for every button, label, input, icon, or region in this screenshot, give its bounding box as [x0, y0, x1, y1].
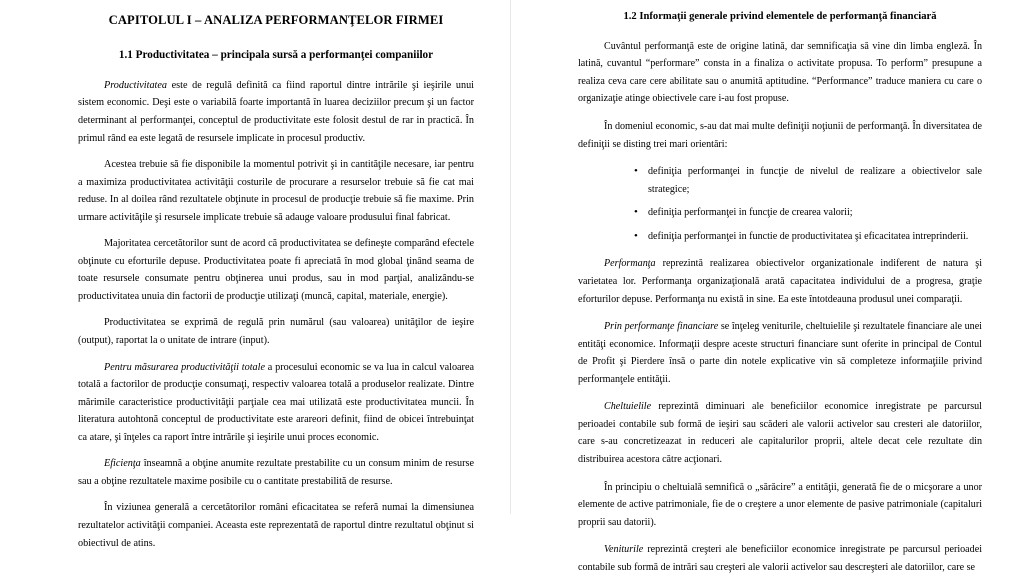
paragraph [578, 479, 982, 532]
paragraph-lead-italic: Performanţa [604, 258, 656, 270]
section-title-1-1: 1.1 Productivitatea – principala sursă a performanţei companiilor [118, 49, 434, 62]
paragraph-text: reprezintă realizarea obiectivelor organizationale indiferent de natura şi varietatea lor. Performanţa organizaţională arată capacitatea individului de a progresa, graţie eforturilor depuse. Performanţa nu există in sine. Ea este întotdeauna produsul unei comparaţii. [578, 258, 982, 305]
list-item: • definiţia performanţei in funcţie de nivelul de realizare a obiectivelor sale strategice; [634, 163, 982, 198]
page-right [512, 0, 1024, 573]
paragraph-lead-italic: Veniturile [604, 544, 644, 556]
paragraph [78, 314, 474, 349]
paragraph-lead-italic: Productivitatea [104, 79, 167, 91]
page-title: CAPITOLUL I – ANALIZA PERFORMANŢELOR FIRMEI [108, 13, 444, 27]
paragraph-text: În principiu o cheltuială semnifică o „sărăcire” a entităţii, generată fie de o micşorare a unor elemente de active patrimoniale, fie de o creştere a unor elemente de pasive patrimoniale (capitaluri proprii sau datorii). [578, 481, 982, 528]
page-right-content [512, 0, 1024, 576]
list-item: • definiţia performanţei in funcţie de crearea valorii; [634, 204, 982, 222]
paragraph [78, 235, 474, 305]
paragraph [78, 499, 474, 552]
paragraph [78, 455, 474, 490]
paragraph [578, 38, 982, 108]
paragraph-text: În domeniul economic, s-au dat mai multe definiţii noţiunii de performanţă. În diversitatea de definiţii se disting trei mari orientări: [578, 121, 982, 150]
paragraph-lead-italic: Pentru măsurarea productivităţii totale [104, 361, 265, 373]
paragraph-text: Productivitatea se exprimă de regulă prin numărul (sau valoarea) unităţilor de ieşire (output), raportat la o unitate de intrare (input). [78, 317, 474, 347]
page-left [0, 0, 512, 549]
paragraph-text: reprezintă diminuari ale beneficiilor economice inregistrate pe parcursul perioadei contabile sub formă de ieşiri sau scăderi ale valorii activelor sau cresteri ale datoriilor, care s-au concretizeazat in reduceri ale capitalurilor proprii, altele decat cele rezultate din distribuirea acestora către acţionari. [578, 401, 982, 466]
paragraph-text: În viziunea generală a cercetătorilor români eficacitatea se referă numai la dimensiunea rezultatelor activităţii companiei. Aceasta este reprezentată de raportul dintre rezultatul obţinut si obiectivul de atins. [78, 502, 474, 549]
paragraph-text: Majoritatea cercetătorilor sunt de acord că productivitatea se defineşte comparând efectele obţinute cu eforturile depuse. Productivitatea poate fi apreciată în mod global ţinând seama de toate resursele consumate pentru obţinerea unui produs, sau in mod parţial, analizându-se productivitatea unuia din factorii de producţie utilizaţi (muncă, capital, materiale, energie). [78, 238, 474, 302]
paragraph [578, 398, 982, 468]
paragraph [78, 359, 474, 447]
paragraph-text: se înţeleg veniturile, cheltuielile şi rezultatele financiare ale unei entităţi economice. Informaţii despre aceste structuri financiare sunt oferite in principal de Contul de Profit şi Pierdere însă o parte din notele explicative vin să completeze informaţiile privind performanţele entităţii. [578, 321, 982, 385]
paragraph-text: Acestea trebuie să fie disponibile la momentul potrivit şi in cantităţile necesare, iar pentru a maximiza productivitatea activităţii costurile de procurare a resurselor trebuie să fie cat mai reduse. In al doilea rând rezultatele obţinute in procesul de producţie trebuie să fie maxime. Prin urmare activităţile şi resursele implicate trebuie să adauge valoare produsului final fabricat. [78, 159, 474, 223]
paragraph [78, 77, 474, 147]
list-item: • definiţia performanţei in functie de productivitatea şi eficacitatea intreprinderii. [634, 228, 982, 246]
paragraph [578, 118, 982, 153]
paragraph-lead-italic: Eficienţa [104, 458, 141, 470]
paragraph [78, 156, 474, 226]
page-left-content [0, 0, 512, 552]
paragraph [578, 541, 982, 576]
section-title-1-2: 1.2 Informaţii generale privind elementele de performanţă financiară [623, 11, 937, 22]
performance-definitions-list [578, 163, 982, 245]
paragraph-text: înseamnă a obţine anumite rezultate prestabilite cu un consum minim de resurse sau a obţine rezultatele maxime posibile cu o cantitate prestabilită de resurse. [78, 458, 474, 487]
paragraph-text: a procesului economic se va lua in calcul valoarea totală a factorilor de producţie consumaţi, respectiv valoarea totală a produselor realizate. Dintre mărimile caracteristice productivităţii parţiale cea mai utilizată este productivitatea muncii. În literatura autohtonă conceptul de productivitate este arareori definit, fiind de obicei întrebuinţat ca atare, şi înţeles ca raport între intrările şi ieşirile unui proces economic. [78, 361, 474, 443]
paragraph [578, 255, 982, 308]
paragraph-lead-italic: Cheltuielile [604, 401, 652, 413]
paragraph-text: reprezintă creşteri ale beneficiilor economice inregistrate pe parcursul perioadei contabile sub formă de intrări sau creşteri ale valorii activelor sau descreşteri ale datoriilor, care se [578, 544, 982, 573]
paragraph-text: Cuvântul performanţă este de origine latină, dar semnificaţia să vine din limba engleză. În latină, cuvantul “performare” consta in a finaliza o activitate propusa. To perform” presupune a realiza ceva care cere abilitate sau o anumită aptitudine. “Performance” traduce maniera cu care o organizaţie atinge obiectivele care i-au fost propuse. [578, 40, 982, 105]
paragraph-text: este de regulă definită ca fiind raportul dintre intrările şi ieşirile unui sistem economic. Deşi este o variabilă foarte importantă în luarea deciziilor precum şi un factor determinant al performanţei, conceptul de productivitate este folosit destul de rar in practică. În primul rând ea este legată de resursele implicate in procesul productiv. [78, 79, 474, 144]
paragraph [578, 318, 982, 388]
paragraph-lead-italic: Prin performanţe financiare [604, 321, 719, 333]
